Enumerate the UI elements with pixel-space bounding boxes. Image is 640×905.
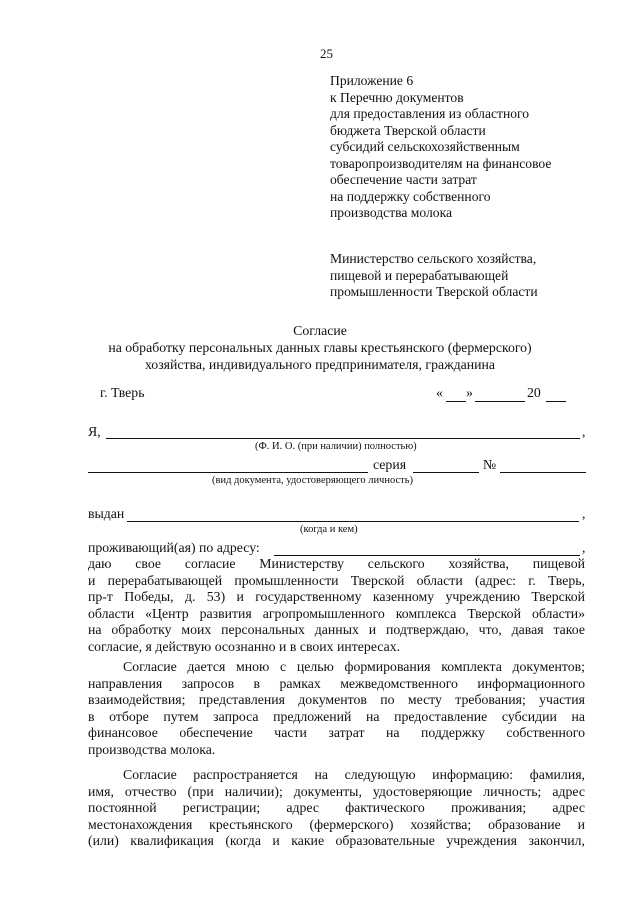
paragraph-line: постоянной регистрации; адрес фактического проживания; адрес (88, 800, 585, 816)
document-title (0, 322, 640, 373)
date-day-field[interactable] (446, 401, 466, 402)
page-number: 25 (320, 46, 333, 61)
addressee (330, 251, 538, 301)
appendix-line: производства молока (330, 205, 453, 220)
appendix-line: бюджета Тверской области (330, 122, 486, 138)
comma: , (582, 506, 586, 521)
paragraph-line: области «Центр развития агропромышленного комплекса Тверской области» (88, 605, 585, 621)
paragraph-line: местонахождения крестьянского (фермерского) хозяйства; образование и (88, 816, 585, 832)
paragraph-line: взаимодействия; представления документов по месту требования; участия (88, 692, 585, 708)
number-label: № (483, 457, 497, 472)
place-label: г. Тверь (100, 385, 145, 400)
addressee-line: пищевой и перерабатывающей (330, 267, 509, 283)
address-label: проживающий(ая) по адресу: (88, 540, 260, 555)
appendix-line: к Перечню документов (330, 89, 464, 105)
paragraph-line: в отборе путем запроса предложений на предоставление субсидии на (88, 708, 585, 724)
consent-paragraph-2 (88, 659, 585, 759)
paragraph-line: производства молока. (88, 741, 216, 757)
paragraph-line: даю свое согласие Министерству сельского хозяйства, пищевой (88, 556, 585, 571)
date-close-quote: » (466, 385, 473, 400)
paragraph-line: Согласие дается мною с целью формирования комплекта документов; (123, 659, 585, 674)
title-line: на обработку персональных данных главы крестьянского (фермерского) (108, 340, 532, 355)
comma: , (582, 540, 586, 555)
paragraph-line: Согласие распространяется на следующую информацию: фамилия, (123, 767, 585, 782)
addressee-line: промышленности Тверской области (330, 284, 538, 299)
document-type-hint: (вид документа, удостоверяющего личность) (212, 475, 414, 486)
document-type-field[interactable] (88, 472, 368, 473)
appendix-header (330, 73, 551, 222)
date-open-quote: « (436, 385, 443, 400)
fio-field[interactable] (106, 438, 580, 439)
fio-hint: (Ф. И. О. (при наличии) полностью) (255, 441, 417, 452)
appendix-line: обеспечение части затрат (330, 172, 477, 187)
addressee-line: Министерство сельского хозяйства, (330, 251, 537, 266)
series-field[interactable] (413, 472, 479, 473)
paragraph-line: на обработку моих персональных данных и подтверждаю, что, давая такое (88, 622, 585, 638)
paragraph-line: согласие, я действую осознанно и в своих интересах. (88, 638, 401, 654)
paragraph-line: имя, отчество (при наличии); документы, удостоверяющие личность; адрес (88, 783, 585, 799)
date-year-field[interactable] (546, 401, 566, 402)
appendix-line: для предоставления из областного (330, 106, 530, 121)
title-line: хозяйства, индивидуального предпринимателя, гражданина (144, 357, 496, 372)
issued-label: выдан (88, 506, 125, 521)
consent-paragraph-1 (88, 556, 585, 656)
paragraph-line: направления запросов в рамках межведомственного информационного (88, 675, 585, 691)
number-field[interactable] (500, 472, 586, 473)
paragraph-line: пр-т Победы, д. 53) и государственному казенному учреждению Тверской (88, 589, 585, 605)
issued-field[interactable] (127, 521, 579, 522)
appendix-line: субсидий сельскохозяйственным (330, 139, 520, 154)
date-month-field[interactable] (475, 401, 525, 402)
appendix-line: Приложение 6 (330, 73, 414, 88)
title-line: Согласие (293, 323, 347, 338)
issued-hint: (когда и кем) (300, 524, 358, 535)
paragraph-line: и перерабатывающей промышленности Тверской области (адрес: г. Тверь, (88, 572, 585, 588)
i-label: Я, (88, 424, 101, 439)
appendix-line: товаропроизводителям на финансовое (330, 155, 552, 171)
date-year-prefix: 20 (527, 385, 541, 400)
consent-paragraph-3 (88, 767, 585, 850)
paragraph-line: финансовое обеспечение части затрат на поддержку собственного (88, 725, 585, 741)
appendix-line: на поддержку собственного (330, 188, 491, 204)
comma: , (582, 424, 586, 439)
series-label: серия (373, 457, 407, 472)
paragraph-line: (или) квалификация (когда и какие образовательные учреждения закончил, (88, 833, 585, 849)
